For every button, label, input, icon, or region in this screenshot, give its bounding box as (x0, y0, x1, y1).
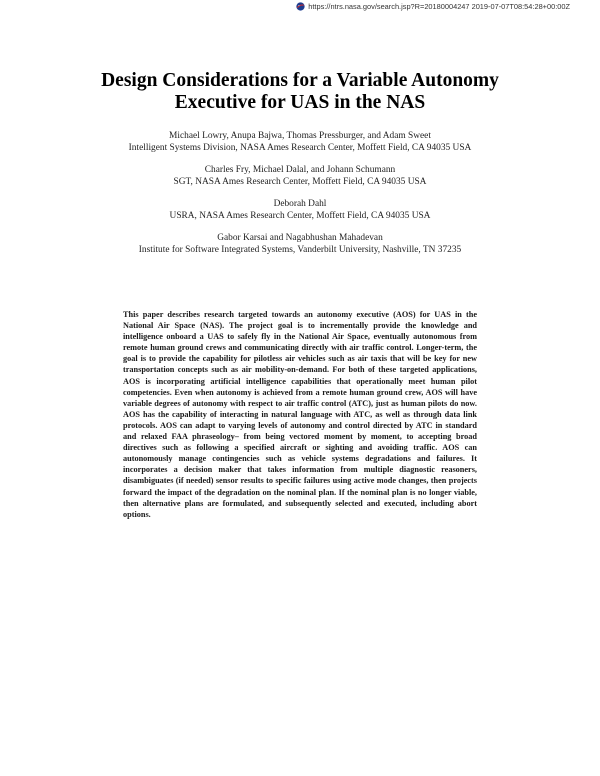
author-group (0, 164, 600, 188)
nasa-ntrs-logo-icon (296, 2, 305, 11)
author-names: Michael Lowry, Anupa Bajwa, Thomas Pressburger, and Adam Sweet (169, 131, 431, 141)
author-names: Charles Fry, Michael Dalal, and Johann Schumann (204, 165, 396, 175)
author-group (0, 198, 600, 222)
author-group (0, 232, 600, 256)
author-affiliation: SGT, NASA Ames Research Center, Moffett Field, CA 94035 USA (173, 177, 427, 187)
author-list (0, 130, 600, 266)
paper-title (0, 70, 600, 114)
author-names: Gabor Karsai and Nagabhushan Mahadevan (217, 233, 383, 243)
abstract-paragraph: This paper describes research targeted towards an autonomy executive (AOS) for UAS in the National Air Space (NAS). The project goal is to incrementally provide the knowledge and intelligence onboard a UAS to safely fly in the National Air Space, eventually autonomous from remote human ground crews and communicating directly with air traffic control. Longer-term, the goal is to provide the capability for pilotless air vehicles such as air taxis that will be key for new transportation concepts such as air mobility-on-demand. For both of these targeted applications, AOS is incorporating artificial intelligence capabilities that operationally meet human pilot competencies. Even when autonomy is achieved from a remote human ground crew, AOS will have variable degrees of autonomy with respect to air traffic control (ATC), just as human pilots do now. AOS has the capability of interacting in natural language with ATC, as well as through data link protocols. AOS can adapt to varying levels of autonomy and control directed by ATC in standard and relaxed FAA phraseology– from being vectored moment by moment, to accepting broad directives such as following a specified aircraft or sighting and avoiding traffic. AOS can autonomously manage contingencies such as vehicle systems degradations and failures. It incorporates a decision maker that takes information from multiple diagnostic reasoners, disambiguates (if needed) sensor results to specific failures using active mode changes, then projects forward the impact of the degradation on the nominal plan. If the nominal plan is no longer viable, then alternative plans are formulated, and subsequently selected and executed, including abort options. (123, 310, 477, 519)
author-affiliation: USRA, NASA Ames Research Center, Moffett Field, CA 94035 USA (169, 211, 431, 221)
ntrs-download-stamp (296, 0, 570, 12)
title-line: Executive for UAS in the NAS (174, 92, 426, 113)
author-group (0, 130, 600, 154)
author-affiliation: Intelligent Systems Division, NASA Ames Research Center, Moffett Field, CA 94035 USA (128, 143, 472, 153)
ntrs-stamp-text: https://ntrs.nasa.gov/search.jsp?R=20180004247 2019-07-07T08:54:28+00:00Z (308, 1, 570, 11)
author-affiliation: Institute for Software Integrated Systems, Vanderbilt University, Nashville, TN 37235 (138, 245, 462, 255)
author-names: Deborah Dahl (273, 199, 327, 209)
title-line: Design Considerations for a Variable Autonomy (101, 70, 499, 91)
